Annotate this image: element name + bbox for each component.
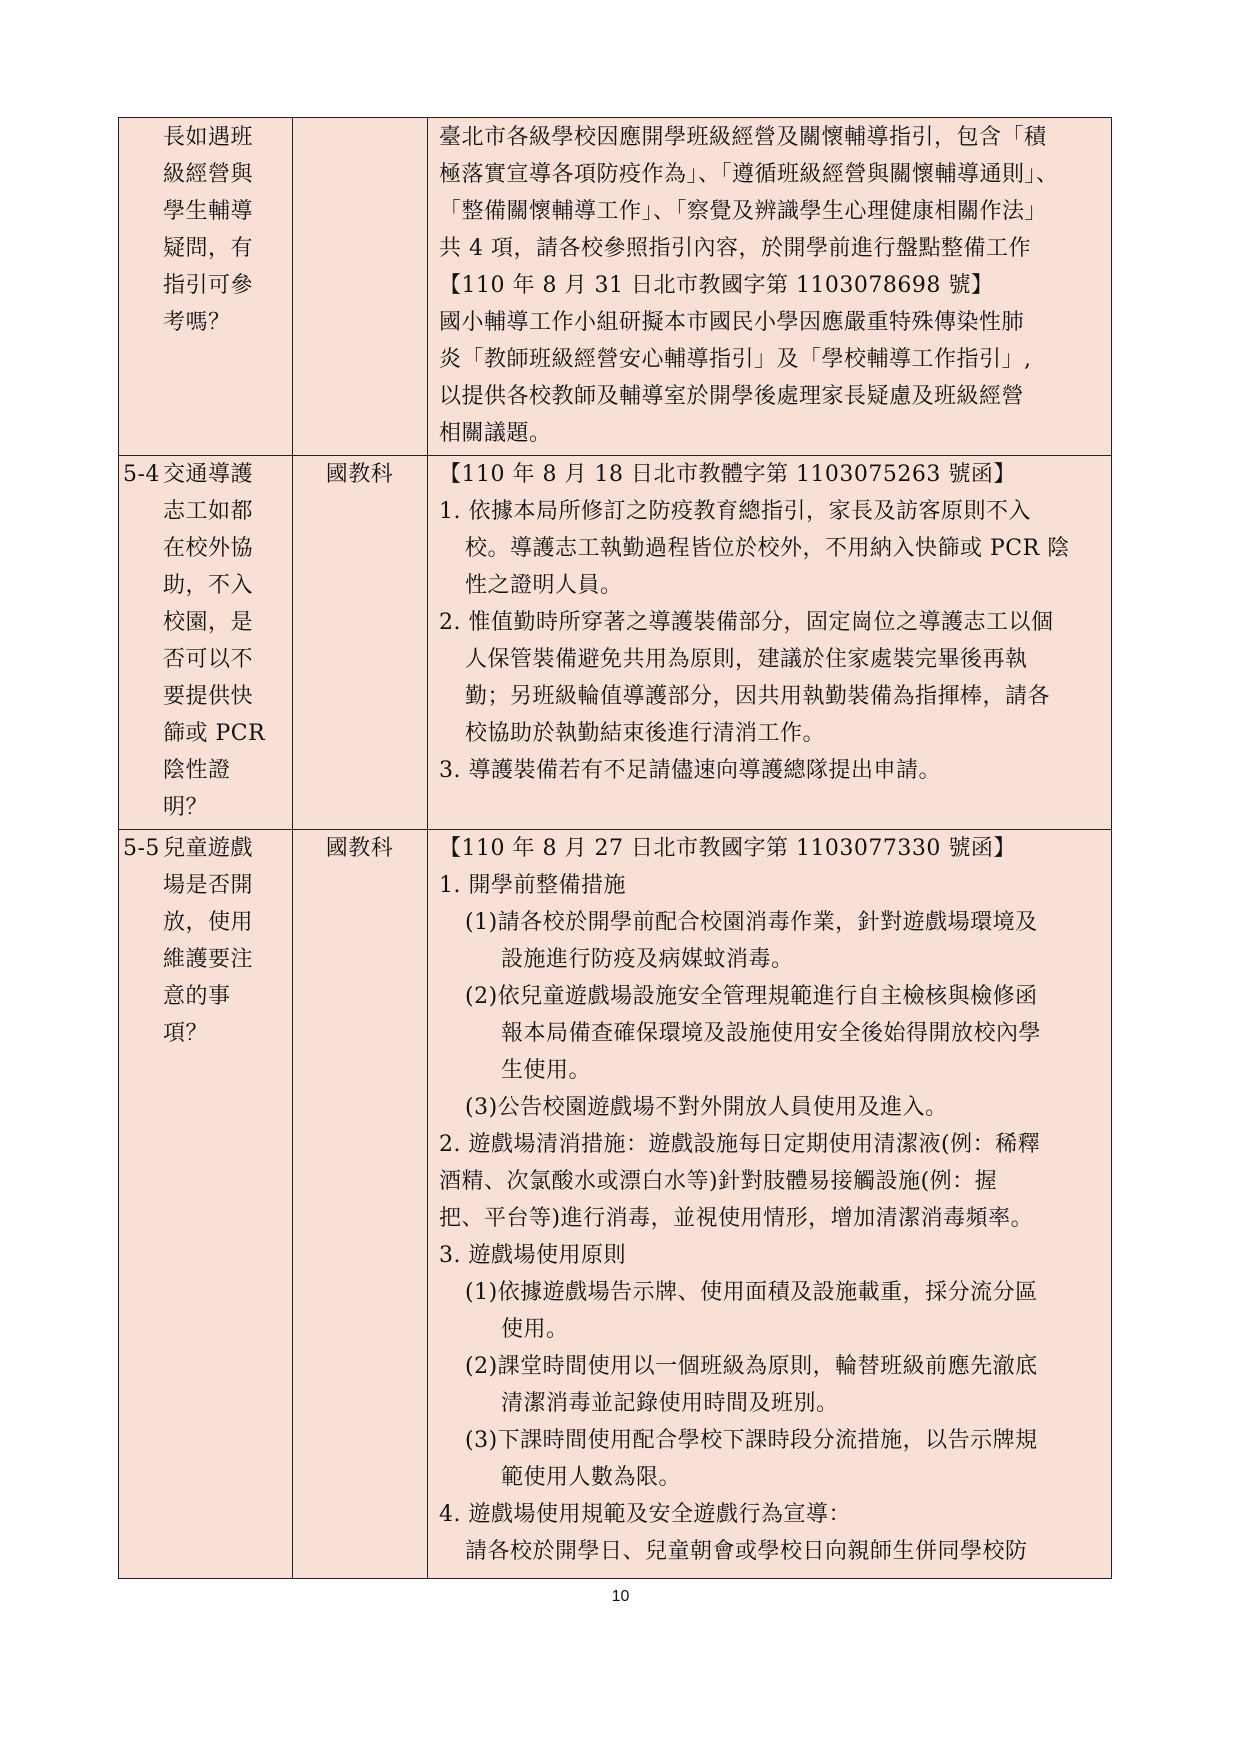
answer-line: 【110 年 8 月 27 日北市教國字第 1103077330 號函】 — [439, 836, 1016, 861]
answer-line: 校。導護志工執勤過程皆位於校外，不用納入快篩或 PCR 陰 — [465, 536, 1070, 561]
unit-label: 國教科 — [325, 462, 394, 487]
unit-cell — [292, 118, 427, 455]
question-line: 指引可參 — [163, 273, 254, 298]
question-line: 否可以不 — [163, 647, 254, 672]
answer-line: (3)公告校園遊戲場不對外開放人員使用及進入。 — [465, 1095, 948, 1120]
answer-line: (3)下課時間使用配合學校下課時段分流措施，以告示牌規 — [465, 1428, 1038, 1453]
question-line: 陰性證 — [163, 758, 231, 783]
answer-line: (1)依據遊戲場告示牌、使用面積及設施載重，採分流分區 — [465, 1280, 1038, 1305]
answer-line: 【110 年 8 月 18 日北市教體字第 1103075263 號函】 — [439, 462, 1016, 487]
answer-line: 酒精、次氯酸水或漂白水等)針對肢體易接觸設施(例：握 — [439, 1169, 998, 1194]
answer-line: 勤；另班級輪值導護部分，因共用執勤裝備為指揮棒，請各 — [465, 684, 1051, 709]
answer-cell — [427, 118, 1113, 455]
answer-line: (2)依兒童遊戲場設施安全管理規範進行自主檢核與檢修函 — [465, 984, 1038, 1009]
answer-line: 1. 依據本局所修訂之防疫教育總指引，家長及訪客原則不入 — [439, 499, 1031, 524]
answer-line: 範使用人數為限。 — [501, 1465, 682, 1490]
page-number: 10 — [611, 1588, 630, 1605]
answer-line: 把、平台等)進行消毒，並視使用情形，增加清潔消毒頻率。 — [439, 1206, 1034, 1231]
answer-line: 【110 年 8 月 31 日北市教國字第 1103078698 號】 — [439, 273, 994, 298]
answer-line: 清潔消毒並記錄使用時間及班別。 — [501, 1391, 839, 1416]
question-line: 疑問，有 — [163, 236, 254, 261]
question-line: 明？ — [163, 795, 209, 820]
question-line: 意的事 — [163, 984, 231, 1009]
question-line: 放，使用 — [163, 910, 254, 935]
answer-line: 性之證明人員。 — [465, 573, 623, 598]
answer-line: (1)請各校於開學前配合校園消毒作業，針對遊戲場環境及 — [465, 910, 1038, 935]
answer-line: 4. 遊戲場使用規範及安全遊戲行為宣導： — [439, 1502, 851, 1527]
question-line: 篩或 PCR — [163, 721, 266, 746]
question-line: 交通導護 — [163, 462, 254, 487]
answer-cell — [427, 829, 1113, 1580]
answer-line: 以提供各校教師及輔導室於開學後處理家長疑慮及班級經營 — [439, 384, 1025, 409]
question-line: 項？ — [163, 1021, 209, 1046]
answer-line: (2)課堂時間使用以一個班級為原則，輪替班級前應先澈底 — [465, 1354, 1038, 1379]
question-line: 場是否開 — [163, 873, 254, 898]
answer-line: 3. 導護裝備若有不足請儘速向導護總隊提出申請。 — [439, 758, 941, 783]
answer-line: 使用。 — [501, 1317, 569, 1342]
question-line: 校園，是 — [163, 610, 254, 635]
question-line: 考嗎？ — [163, 310, 231, 335]
question-line: 在校外協 — [163, 536, 254, 561]
question-number: 5-5 — [123, 836, 160, 861]
question-line: 長如遇班 — [163, 125, 254, 150]
answer-line: 生使用。 — [501, 1058, 592, 1083]
answer-line: 臺北市各級學校因應開學班級經營及關懷輔導指引，包含「積 — [439, 125, 1047, 150]
answer-line: 1. 開學前整備措施 — [439, 873, 626, 898]
faq-table — [118, 117, 1112, 1579]
answer-line: 相關議題。 — [439, 421, 552, 446]
answer-line: 報本局備查確保環境及設施使用安全後始得開放校內學 — [501, 1021, 1042, 1046]
answer-line: 人保管裝備避免共用為原則，建議於住家處裝完畢後再執 — [465, 647, 1028, 672]
unit-cell — [292, 455, 427, 829]
unit-cell — [292, 829, 427, 1580]
answer-line: 「整備關懷輔導工作」、「察覺及辨識學生心理健康相關作法」 — [439, 199, 1048, 224]
answer-line: 請各校於開學日、兒童朝會或學校日向親師生併同學校防 — [465, 1539, 1028, 1564]
answer-line: 校協助於執勤結束後進行清消工作。 — [465, 721, 826, 746]
answer-line: 極落實宣導各項防疫作為」、「遵循班級經營與關懷輔導通則」、 — [439, 162, 1059, 187]
question-line: 志工如都 — [163, 499, 254, 524]
question-cell — [119, 118, 292, 455]
question-number: 5-4 — [123, 462, 160, 487]
answer-line: 2. 惟值勤時所穿著之導護裝備部分，固定崗位之導護志工以個 — [439, 610, 1054, 635]
answer-line: 炎「教師班級經營安心輔導指引」及「學校輔導工作指引」, — [439, 347, 1032, 372]
question-line: 兒童遊戲 — [163, 836, 254, 861]
answer-line: 國小輔導工作小組研擬本市國民小學因應嚴重特殊傳染性肺 — [439, 310, 1025, 335]
question-line: 學生輔導 — [163, 199, 254, 224]
question-cell — [119, 455, 292, 829]
question-line: 維護要注 — [163, 947, 254, 972]
question-line: 助，不入 — [163, 573, 254, 598]
answer-line: 共 4 項，請各校參照指引內容，於開學前進行盤點整備工作 — [439, 236, 1031, 261]
question-cell — [119, 829, 292, 1580]
question-line: 要提供快 — [163, 684, 254, 709]
answer-line: 3. 遊戲場使用原則 — [439, 1243, 626, 1268]
answer-line: 2. 遊戲場清消措施：遊戲設施每日定期使用清潔液(例：稀釋 — [439, 1132, 1041, 1157]
unit-label: 國教科 — [325, 836, 394, 861]
answer-line: 設施進行防疫及病媒蚊消毒。 — [501, 947, 794, 972]
question-line: 級經營與 — [163, 162, 254, 187]
answer-cell — [427, 455, 1113, 829]
